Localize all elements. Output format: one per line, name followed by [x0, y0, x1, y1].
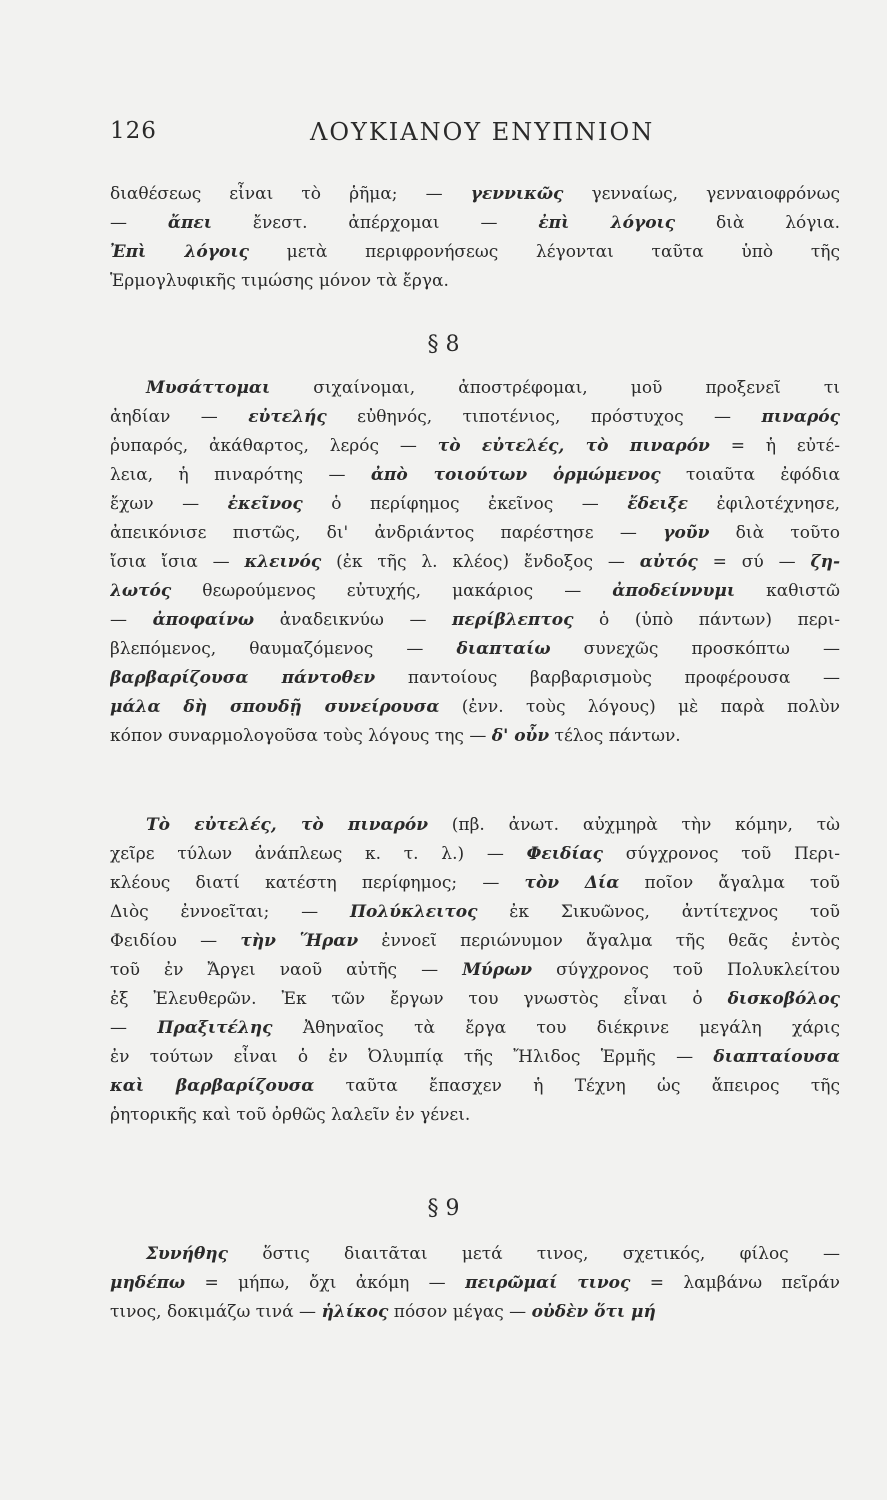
gloss-text: —: [110, 213, 168, 233]
gloss-text: καθιστῶ: [735, 581, 840, 601]
lemma: ἀποφαίνω: [152, 610, 255, 630]
gloss-text: μετὰ περιφρονήσεως λέγονται ταῦτα ὑπὸ τῆς: [248, 242, 840, 262]
gloss-text: ὅστις διαιτᾶται μετά τινος, σχετικός, φίλος —: [228, 1244, 840, 1264]
text-line: [110, 869, 840, 898]
gloss-text: διαθέσεως εἶναι τὸ ῥῆμα; —: [110, 184, 471, 204]
lemma: κλεινός: [244, 552, 322, 572]
gloss-text: ῥητορικῆς καὶ τοῦ ὀρθῶς λαλεῖν ἐν γένει.: [110, 1105, 471, 1125]
gloss-text: γενναίως, γενναιοφρόνως: [563, 184, 840, 204]
lemma: γεννικῶς: [470, 184, 564, 204]
gloss-text: σιχαίνομαι, ἀποστρέφομαι, μοῦ προξενεῖ τι: [270, 378, 840, 398]
gloss-text: Ἑρμογλυφικῆς τιμώσης μόνον τὰ ἔργα.: [110, 271, 449, 291]
gloss-text: πόσον μέγας —: [388, 1302, 532, 1322]
gloss-text: (πβ. ἀνωτ. αὐχμηρὰ τὴν κόμην, τὼ: [428, 815, 840, 835]
lemma: διαπταίω: [456, 639, 551, 659]
gloss-text: διὰ λόγια.: [675, 213, 840, 233]
page-number: 126: [110, 118, 157, 144]
text-line: [110, 180, 840, 209]
page-header: [110, 118, 827, 150]
gloss-text: κλέους διατί κατέστη περίφημος; —: [110, 873, 525, 893]
text-line: [110, 635, 840, 664]
paragraph-glossary-4: [110, 1240, 840, 1327]
text-line: [110, 1240, 840, 1269]
text-line: [110, 1298, 840, 1327]
running-title: ΛΟΥΚΙΑΝΟΥ ΕΝΥΠΝΙΟΝ: [310, 118, 655, 146]
text-line: [110, 1269, 840, 1298]
lemma: δ' οὖν: [491, 726, 550, 746]
gloss-text: ἐξ Ἐλευθερῶν. Ἐκ τῶν ἔργων του γνωστὸς εἶναι ὁ: [110, 989, 728, 1009]
gloss-text: ῥυπαρός, ἀκάθαρτος, λερός —: [110, 436, 438, 456]
text-line: [110, 722, 840, 751]
paragraph-glossary-3: [110, 811, 840, 1130]
lemma: Μυσάττομαι: [146, 378, 271, 398]
gloss-text: ποῖον ἄγαλμα τοῦ: [619, 873, 840, 893]
lemma: περίβλεπτος: [452, 610, 574, 630]
text-line: [110, 1043, 840, 1072]
gloss-text: —: [110, 1018, 158, 1038]
lemma: δισκοβόλος: [727, 989, 840, 1009]
text-line: [110, 209, 840, 238]
gloss-text: βλεπόμενος, θαυμαζόμενος —: [110, 639, 457, 659]
gloss-text: ὁ περίφημος ἐκεῖνος —: [302, 494, 628, 514]
gloss-text: ταῦτα ἔπασχεν ἡ Τέχνη ὡς ἄπειρος τῆς: [314, 1076, 840, 1096]
gloss-text: τοιαῦτα ἐφόδια: [660, 465, 840, 485]
gloss-text: ἀναδεικνύω —: [254, 610, 453, 630]
gloss-text: = μήπω, ὄχι ἀκόμη —: [185, 1273, 466, 1293]
lemma: μηδέπω: [110, 1273, 186, 1293]
lemma: γοῦν: [663, 523, 710, 543]
gloss-text: παντοίους βαρβαρισμοὺς προφέρουσα —: [375, 668, 840, 688]
lemma: μάλα δὴ σπουδῇ συνείρουσα: [110, 697, 440, 717]
lemma: διαπταίουσα: [713, 1047, 840, 1067]
lemma: πιναρός: [761, 407, 840, 427]
gloss-text: εὐθηνός, τιποτένιος, πρόστυχος —: [326, 407, 762, 427]
gloss-text: τοῦ ἐν Ἄργει ναοῦ αὐτῆς —: [110, 960, 463, 980]
gloss-text: ἀηδίαν —: [110, 407, 249, 427]
paragraph-glossary-2: [110, 374, 840, 751]
lemma: Τὸ εὐτελές, τὸ πιναρόν: [146, 815, 429, 835]
gloss-text: ἀπεικόνισε πιστῶς, δι' ἀνδριάντος παρέστησε —: [110, 523, 664, 543]
section-heading-9: § 9: [427, 1196, 460, 1221]
gloss-text: σύγχρονος τοῦ Περι-: [603, 844, 840, 864]
text-line: [110, 664, 840, 693]
text-line: [110, 461, 840, 490]
gloss-text: = ἡ εὐτέ-: [709, 436, 840, 456]
gloss-text: κόπον συναρμολογοῦσα τοὺς λόγους της —: [110, 726, 492, 746]
gloss-text: λεια, ἡ πιναρότης —: [110, 465, 371, 485]
text-line: [110, 403, 840, 432]
text-line: [110, 519, 840, 548]
text-line: [110, 432, 840, 461]
gloss-text: ἐκ Σικυῶνος, ἀντίτεχνος τοῦ: [477, 902, 840, 922]
text-line: [110, 374, 840, 403]
text-line: [110, 606, 840, 635]
gloss-text: συνεχῶς προσκόπτω —: [550, 639, 840, 659]
lemma: ἡλίκος: [321, 1302, 389, 1322]
gloss-text: ἔχων —: [110, 494, 228, 514]
text-line: [110, 1101, 840, 1130]
lemma: Ἐπὶ λόγοις: [110, 242, 249, 262]
gloss-text: σύγχρονος τοῦ Πολυκλείτου: [532, 960, 840, 980]
text-line: [110, 693, 840, 722]
text-line: [110, 238, 840, 267]
text-line: [110, 840, 840, 869]
lemma: οὐδὲν ὅτι μή: [531, 1302, 656, 1322]
lemma: εὐτελής: [248, 407, 327, 427]
lemma: Μύρων: [462, 960, 533, 980]
lemma: ἄπει: [167, 213, 212, 233]
gloss-text: = λαμβάνω πεῖράν: [630, 1273, 840, 1293]
lemma: ἔδειξε: [627, 494, 688, 514]
lemma: τὸ εὐτελές, τὸ πιναρόν: [437, 436, 710, 456]
gloss-text: χεῖρε τύλων ἀνάπλεως κ. τ. λ.) —: [110, 844, 527, 864]
gloss-text: τέλος πάντων.: [549, 726, 681, 746]
lemma: ζη-: [810, 552, 840, 572]
text-line: [110, 927, 840, 956]
gloss-text: = σύ —: [697, 552, 811, 572]
section-heading-8: § 8: [427, 332, 460, 357]
text-line: [110, 811, 840, 840]
gloss-text: ἔνεστ. ἀπέρχομαι —: [211, 213, 539, 233]
gloss-text: (ἐκ τῆς λ. κλέος) ἔνδοξος —: [321, 552, 640, 572]
gloss-text: θεωρούμενος εὐτυχής, μακάριος —: [171, 581, 613, 601]
gloss-text: Διὸς ἐννοεῖται; —: [110, 902, 350, 922]
lemma: αὐτός: [639, 552, 698, 572]
lemma: τὸν Δία: [524, 873, 620, 893]
lemma: ἀποδείννυμι: [612, 581, 736, 601]
gloss-text: ὁ (ὑπὸ πάντων) περι-: [573, 610, 840, 630]
lemma: καὶ βαρβαρίζουσα: [110, 1076, 315, 1096]
lemma: Πραξιτέλης: [157, 1018, 273, 1038]
text-line: [110, 898, 840, 927]
lemma: ἐπὶ λόγοις: [538, 213, 676, 233]
lemma: πειρῶμαί τινος: [465, 1273, 631, 1293]
lemma: Πολύκλειτος: [349, 902, 478, 922]
lemma: βαρβαρίζουσα πάντοθεν: [110, 668, 376, 688]
text-line: [110, 1014, 840, 1043]
text-line: [110, 490, 840, 519]
lemma: ἐκεῖνος: [227, 494, 303, 514]
lemma: Συνήθης: [146, 1244, 229, 1264]
text-line: [110, 548, 840, 577]
lemma: ἀπὸ τοιούτων ὁρμώμενος: [370, 465, 661, 485]
gloss-text: ἐφιλοτέχνησε,: [687, 494, 840, 514]
text-line: [110, 956, 840, 985]
text-line: [110, 267, 840, 296]
text-line: [110, 577, 840, 606]
gloss-text: ἐννοεῖ περιώνυμον ἄγαλμα τῆς θεᾶς ἐντὸς: [358, 931, 840, 951]
paragraph-glossary-1: [110, 180, 840, 296]
gloss-text: διὰ τοῦτο: [709, 523, 840, 543]
gloss-text: τινος, δοκιμάζω τινά —: [110, 1302, 322, 1322]
text-line: [110, 1072, 840, 1101]
lemma: Φειδίας: [526, 844, 603, 864]
gloss-text: Ἀθηναῖος τὰ ἔργα του διέκρινε μεγάλη χάρις: [272, 1018, 840, 1038]
gloss-text: Φειδίου —: [110, 931, 241, 951]
gloss-text: —: [110, 610, 153, 630]
gloss-text: (ἐνν. τοὺς λόγους) μὲ παρὰ πολὺν: [439, 697, 840, 717]
lemma: λωτός: [110, 581, 172, 601]
gloss-text: ἴσια ἴσια —: [110, 552, 245, 572]
text-line: [110, 985, 840, 1014]
gloss-text: ἐν τούτων εἶναι ὁ ἐν Ὀλυμπίᾳ τῆς Ἤλιδος Ἑρμῆς —: [110, 1047, 714, 1067]
lemma: τὴν Ἥραν: [240, 931, 359, 951]
